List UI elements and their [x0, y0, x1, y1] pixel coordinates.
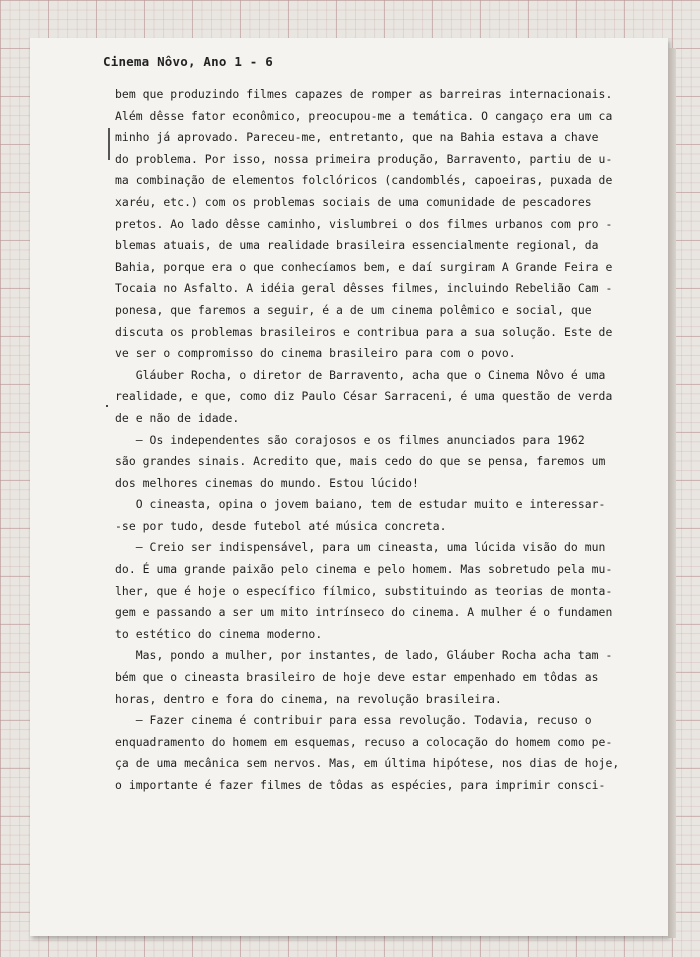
text-line: do problema. Por isso, nossa primeira produção, Barravento, partiu de u-	[115, 151, 613, 166]
text-line: ça de uma mecânica sem nervos. Mas, em última hipótese, nos dias de hoje,	[115, 756, 620, 771]
text-line: dos melhores cinemas do mundo. Estou lúcido!	[115, 475, 419, 490]
text-line: ma combinação de elementos folclóricos (candomblés, capoeiras, puxada de	[115, 173, 613, 188]
text-line: xaréu, etc.) com os problemas sociais de uma comunidade de pescadores	[115, 194, 592, 209]
text-line: gem e passando a ser um mito intrínseco do cinema. A mulher é o fundamen	[115, 605, 613, 620]
text-line: Tocaia no Asfalto. A idéia geral dêsses filmes, incluindo Rebelião Cam -	[115, 281, 613, 296]
text-line: to estético do cinema moderno.	[115, 626, 323, 641]
margin-mark	[108, 128, 110, 160]
text-line: enquadramento do homem em esquemas, recuso a colocação do homem como pe-	[115, 734, 613, 749]
text-line: de e não de idade.	[115, 410, 240, 425]
text-line: blemas atuais, de uma realidade brasileira essencialmente regional, da	[115, 238, 599, 253]
text-line: o importante é fazer filmes de tôdas as espécies, para imprimir consci-	[115, 778, 606, 792]
text-line: pretos. Ao lado dêsse caminho, vislumbrei o dos filmes urbanos com pro -	[115, 216, 613, 231]
text-line: — Os independentes são corajosos e os filmes anunciados para 1962	[115, 432, 585, 447]
text-line: ve ser o compromisso do cinema brasileiro para com o povo.	[115, 346, 516, 361]
text-line: -se por tudo, desde futebol até música concreta.	[115, 518, 447, 533]
margin-dot	[106, 405, 108, 407]
text-line: horas, dentro e fora do cinema, na revolução brasileira.	[115, 691, 502, 706]
page-header: Cinema Nôvo, Ano 1 - 6	[103, 54, 273, 69]
text-line: minho já aprovado. Pareceu-me, entretanto, que na Bahia estava a chave	[115, 130, 599, 145]
text-line: realidade, e que, como diz Paulo César Sarraceni, é uma questão de verda	[115, 389, 613, 404]
text-line: do. É uma grande paixão pelo cinema e pelo homem. Mas sobretudo pela mu-	[115, 562, 613, 577]
text-line: Mas, pondo a mulher, por instantes, de lado, Gláuber Rocha acha tam -	[115, 648, 613, 663]
text-line: bém que o cineasta brasileiro de hoje deve estar empenhado em tôdas as	[115, 670, 599, 685]
text-line: bem que produzindo filmes capazes de romper as barreiras internacionais.	[115, 87, 613, 101]
text-line: Bahia, porque era o que conhecíamos bem, e daí surgiram A Grande Feira e	[115, 259, 613, 274]
text-line: — Fazer cinema é contribuir para essa revolução. Todavia, recuso o	[115, 713, 592, 728]
text-line: discuta os problemas brasileiros e contribua para a sua solução. Este de	[115, 324, 613, 339]
text-line: ponesa, que faremos a seguir, é a de um cinema polêmico e social, que	[115, 302, 592, 317]
text-line: O cineasta, opina o jovem baiano, tem de estudar muito e interessar-	[115, 497, 606, 512]
text-line: — Creio ser indispensável, para um cineasta, uma lúcida visão do mun	[115, 540, 606, 555]
body-text	[115, 84, 635, 797]
text-line: Gláuber Rocha, o diretor de Barravento, acha que o Cinema Nôvo é uma	[115, 367, 606, 382]
text-line: lher, que é hoje o específico fílmico, substituindo as teorias de monta-	[115, 583, 613, 598]
text-line: são grandes sinais. Acredito que, mais cedo do que se pensa, faremos um	[115, 454, 606, 469]
text-line: Além dêsse fator econômico, preocupou-me a temática. O cangaço era um ca	[115, 108, 613, 123]
